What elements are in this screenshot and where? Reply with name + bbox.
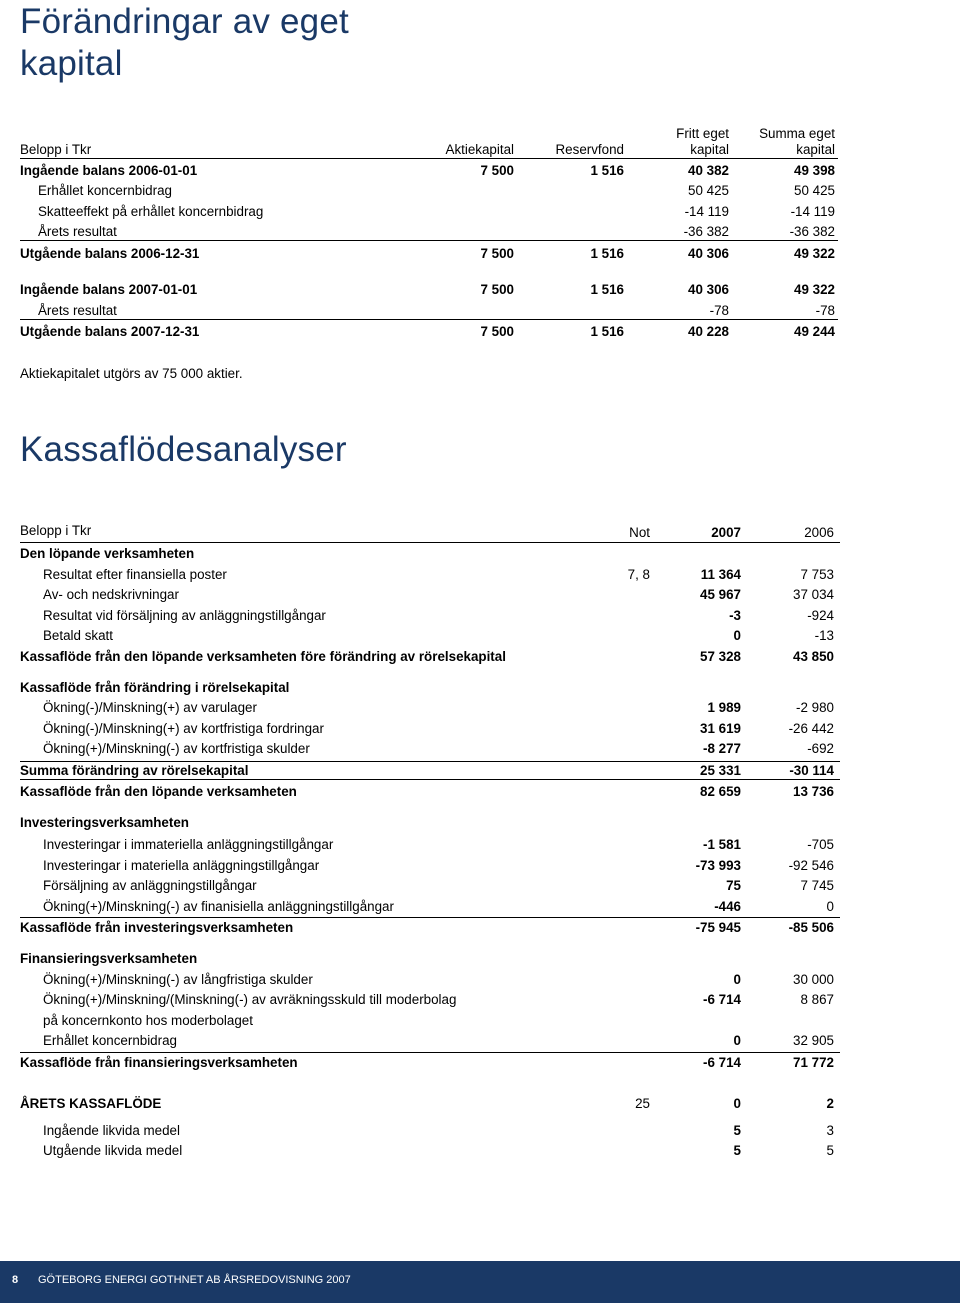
cashflow-row-label: Ökning(+)/Minskning(-) av finanisiella anläggningstillgångar <box>43 899 394 914</box>
cashflow-header-2007: 2007 <box>711 525 741 540</box>
cashflow-row-2007: 5 <box>733 1123 741 1138</box>
equity-row-fritt-eget-kapital: 40 382 <box>688 163 729 178</box>
cashflow-row-label: Kassaflöde från förändring i rörelsekapital <box>20 680 290 695</box>
equity-row-label: Utgående balans 2007-12-31 <box>20 324 200 339</box>
cashflow-row-2006: 7 745 <box>800 878 834 893</box>
cashflow-row-label: Utgående likvida medel <box>43 1143 183 1158</box>
cashflow-row-label: Finansieringsverksamheten <box>20 951 198 966</box>
equity-row-summa-eget-kapital: -36 382 <box>789 224 835 239</box>
cashflow-row-2007: -3 <box>729 608 741 623</box>
cashflow-row-2007: -8 277 <box>703 741 741 756</box>
equity-row-label: Erhållet koncernbidrag <box>38 183 172 198</box>
equity-rule-2006 <box>20 240 838 241</box>
cashflow-rule-summa <box>20 779 840 780</box>
equity-row-fritt-eget-kapital: 50 425 <box>688 183 729 198</box>
cashflow-row-2006: 3 <box>826 1123 834 1138</box>
cashflow-title: Kassaflödesanalyser <box>20 430 347 469</box>
cashflow-row-label: Ingående likvida medel <box>43 1123 180 1138</box>
equity-row-fritt-eget-kapital: 40 306 <box>688 246 729 261</box>
cashflow-row-2007: -6 714 <box>703 1055 741 1070</box>
equity-row-fritt-eget-kapital: 40 306 <box>688 282 729 297</box>
footer-text: GÖTEBORG ENERGI GOTHNET AB ÅRSREDOVISNING 2007 <box>38 1274 351 1286</box>
cashflow-rule-investering <box>20 917 840 918</box>
cashflow-row-label: Investeringar i materiella anläggningstillgångar <box>43 858 320 873</box>
cashflow-row-label: Betald skatt <box>43 628 113 643</box>
cashflow-row-2007: 45 967 <box>700 587 741 602</box>
page-number: 8 <box>12 1274 19 1286</box>
equity-row-label: Utgående balans 2006-12-31 <box>20 246 200 261</box>
equity-title-line2: kapital <box>20 44 123 83</box>
equity-header-aktiekapital: Aktiekapital <box>445 142 514 157</box>
cashflow-header-2006: 2006 <box>804 525 834 540</box>
cashflow-row-2007: 5 <box>733 1143 741 1158</box>
equity-header-reservfond: Reservfond <box>555 142 624 157</box>
cashflow-row-2006: 71 772 <box>793 1055 834 1070</box>
equity-header-fritt-l2: kapital <box>690 142 729 157</box>
cashflow-header-rule <box>20 542 840 543</box>
cashflow-row-2006: -692 <box>807 741 834 756</box>
equity-row-summa-eget-kapital: 49 398 <box>794 163 835 178</box>
cashflow-row-2007: 82 659 <box>700 784 741 799</box>
cashflow-row-2007: -75 945 <box>695 920 741 935</box>
cashflow-row-label: Av- och nedskrivningar <box>43 587 179 602</box>
equity-row-label: Ingående balans 2007-01-01 <box>20 282 198 297</box>
cashflow-row-label: Summa förändring av rörelsekapital <box>20 763 249 778</box>
cashflow-row-2007: -1 581 <box>703 837 741 852</box>
cashflow-row-2006: -85 506 <box>788 920 834 935</box>
cashflow-row-label: Den löpande verksamheten <box>20 546 195 561</box>
cashflow-row-label: Erhållet koncernbidrag <box>43 1033 177 1048</box>
cashflow-row-2007: -6 714 <box>703 992 741 1007</box>
equity-header-fritt-l1: Fritt eget <box>676 126 729 141</box>
page-footer <box>0 1261 960 1303</box>
cashflow-row-2006: 30 000 <box>793 972 834 987</box>
cashflow-row-label: Kassaflöde från den löpande verksamheten <box>20 784 297 799</box>
equity-row-summa-eget-kapital: -78 <box>815 303 835 318</box>
equity-row-reservfond: 1 516 <box>590 246 624 261</box>
cashflow-row-2007: 57 328 <box>700 649 741 664</box>
cashflow-row-2006: 32 905 <box>793 1033 834 1048</box>
cashflow-row-2007: 11 364 <box>700 567 741 582</box>
cashflow-row-2007: 0 <box>733 1033 741 1048</box>
equity-header-label: Belopp i Tkr <box>20 142 92 157</box>
cashflow-row-2006: 5 <box>826 1143 834 1158</box>
cashflow-row-label: Ökning(+)/Minskning(-) av kortfristiga skulder <box>43 741 310 756</box>
cashflow-row-2006: 37 034 <box>793 587 834 602</box>
cashflow-row-2006: -2 980 <box>796 700 834 715</box>
cashflow-rule-finansiering <box>20 1052 840 1053</box>
equity-row-fritt-eget-kapital: -36 382 <box>683 224 729 239</box>
equity-row-summa-eget-kapital: 49 244 <box>794 324 835 339</box>
equity-row-summa-eget-kapital: 50 425 <box>794 183 835 198</box>
equity-header-rule <box>20 158 838 159</box>
cashflow-row-label: ÅRETS KASSAFLÖDE <box>20 1096 162 1111</box>
equity-row-reservfond: 1 516 <box>590 282 624 297</box>
cashflow-row-2006: -13 <box>814 628 834 643</box>
equity-row-aktiekapital: 7 500 <box>480 246 514 261</box>
cashflow-row-2006: 13 736 <box>793 784 834 799</box>
equity-row-reservfond: 1 516 <box>590 163 624 178</box>
equity-row-aktiekapital: 7 500 <box>480 282 514 297</box>
cashflow-row-label: Kassaflöde från den löpande verksamheten före förändring av rörelsekapital <box>20 649 506 664</box>
cashflow-row-not: 7, 8 <box>627 567 650 582</box>
cashflow-row-label: Ökning(+)/Minskning/(Minskning(-) av avräkningsskuld till moderbolag <box>43 992 457 1007</box>
cashflow-row-label: Resultat vid försäljning av anläggningstillgångar <box>43 608 326 623</box>
cashflow-row-2007: -446 <box>714 899 741 914</box>
cashflow-row-label: Ökning(+)/Minskning(-) av långfristiga skulder <box>43 972 313 987</box>
equity-header-summa-l1: Summa eget <box>759 126 835 141</box>
cashflow-row-2006: -30 114 <box>789 763 834 778</box>
equity-row-summa-eget-kapital: -14 119 <box>790 204 835 219</box>
cashflow-row-label: Investeringar i immateriella anläggningstillgångar <box>43 837 334 852</box>
equity-row-fritt-eget-kapital: 40 228 <box>688 324 729 339</box>
equity-row-label: Skatteeffekt på erhållet koncernbidrag <box>38 204 264 219</box>
cashflow-header-label: Belopp i Tkr <box>20 523 92 538</box>
cashflow-rule-rorelsekapital <box>20 761 840 762</box>
cashflow-row-label: Försäljning av anläggningstillgångar <box>43 878 257 893</box>
cashflow-row-2006: 7 753 <box>800 567 834 582</box>
cashflow-row-2007: 31 619 <box>700 721 741 736</box>
cashflow-row-label: Kassaflöde från finansieringsverksamheten <box>20 1055 298 1070</box>
cashflow-row-label: Ökning(-)/Minskning(+) av varulager <box>43 700 257 715</box>
equity-header-summa-l2: kapital <box>796 142 835 157</box>
equity-title-line1: Förändringar av eget <box>20 2 349 41</box>
cashflow-row-2007: 0 <box>733 972 741 987</box>
cashflow-row-label: på koncernkonto hos moderbolaget <box>43 1013 253 1028</box>
cashflow-row-2006: 0 <box>826 899 834 914</box>
cashflow-row-2007: -73 993 <box>695 858 741 873</box>
equity-row-label: Ingående balans 2006-01-01 <box>20 163 198 178</box>
equity-row-aktiekapital: 7 500 <box>480 324 514 339</box>
cashflow-row-2006: 2 <box>826 1096 834 1111</box>
cashflow-row-2006: -705 <box>807 837 834 852</box>
cashflow-row-label: Ökning(-)/Minskning(+) av kortfristiga fordringar <box>43 721 324 736</box>
cashflow-row-not: 25 <box>635 1096 650 1111</box>
cashflow-row-2006: 8 867 <box>800 992 834 1007</box>
equity-row-summa-eget-kapital: 49 322 <box>794 282 835 297</box>
equity-row-label: Årets resultat <box>38 303 117 318</box>
cashflow-row-2006: -26 442 <box>788 721 834 736</box>
cashflow-row-2006: 43 850 <box>793 649 834 664</box>
cashflow-row-2007: 25 331 <box>700 763 741 778</box>
equity-row-summa-eget-kapital: 49 322 <box>794 246 835 261</box>
equity-row-aktiekapital: 7 500 <box>480 163 514 178</box>
cashflow-row-label: Investeringsverksamheten <box>20 815 189 830</box>
equity-row-fritt-eget-kapital: -78 <box>709 303 729 318</box>
equity-row-fritt-eget-kapital: -14 119 <box>684 204 729 219</box>
cashflow-row-2007: 1 989 <box>707 700 741 715</box>
cashflow-row-2006: -92 546 <box>788 858 834 873</box>
cashflow-row-label: Resultat efter finansiella poster <box>43 567 227 582</box>
cashflow-row-2006: -924 <box>807 608 834 623</box>
equity-row-reservfond: 1 516 <box>590 324 624 339</box>
equity-row-label: Årets resultat <box>38 224 117 239</box>
equity-rule-2007 <box>20 319 838 320</box>
equity-note: Aktiekapitalet utgörs av 75 000 aktier. <box>20 366 243 381</box>
cashflow-row-2007: 0 <box>733 628 741 643</box>
cashflow-header-not: Not <box>629 525 650 540</box>
cashflow-row-label: Kassaflöde från investeringsverksamheten <box>20 920 294 935</box>
cashflow-row-2007: 0 <box>733 1096 741 1111</box>
cashflow-row-2007: 75 <box>726 878 741 893</box>
